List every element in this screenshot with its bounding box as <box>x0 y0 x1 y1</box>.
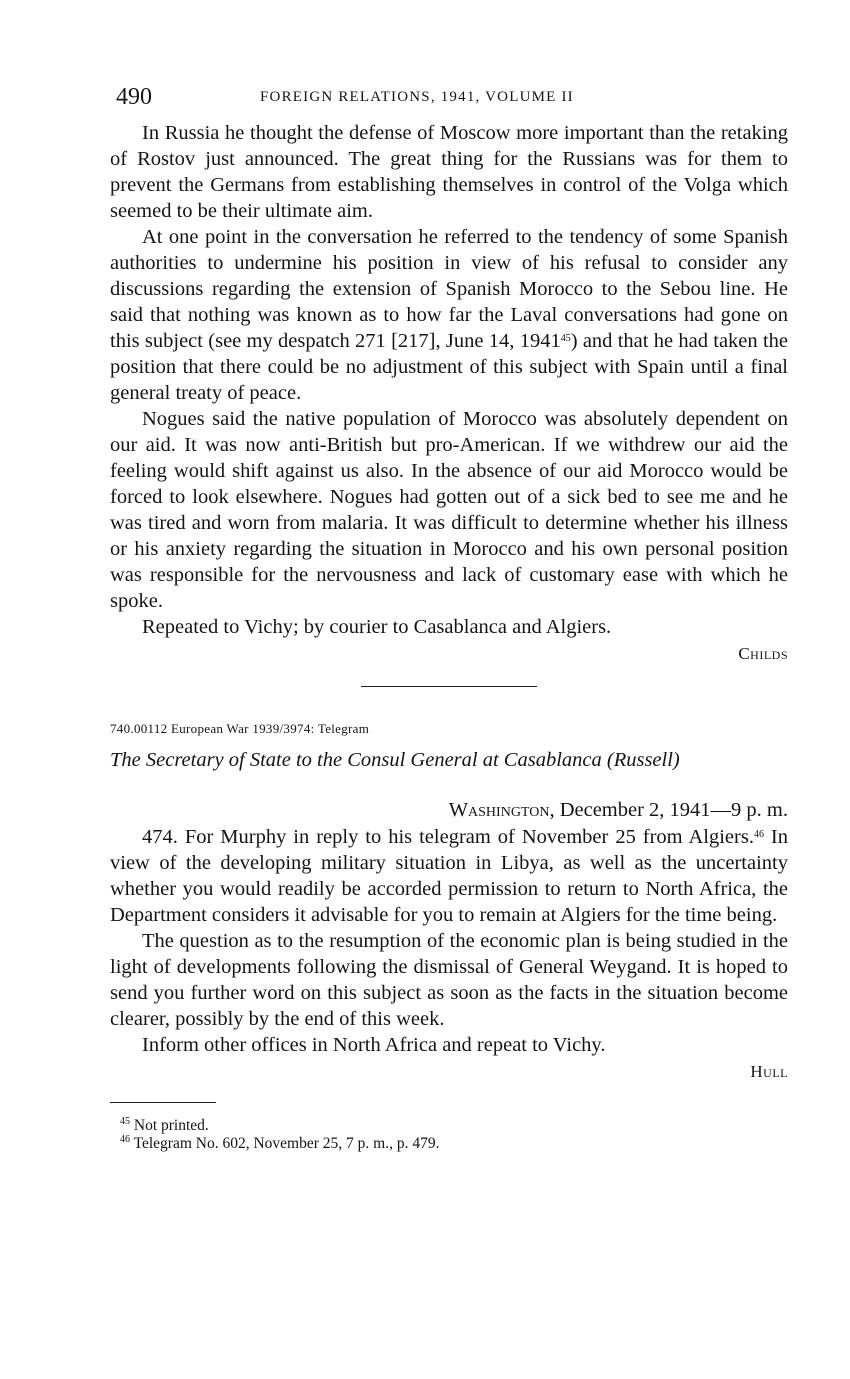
section-divider <box>361 686 537 687</box>
page-number: 490 <box>116 84 152 110</box>
footnotes <box>110 1117 788 1153</box>
first-document-body <box>110 120 788 640</box>
footnote-text: Not printed. <box>133 1117 209 1134</box>
second-document-body <box>110 824 788 1058</box>
footnote-number: 45 <box>120 1116 130 1127</box>
paragraph-text: 474. For Murphy in reply to his telegram of November 25 from Algiers. <box>142 826 754 848</box>
paragraph-murphy <box>110 824 788 928</box>
page-header <box>110 80 788 120</box>
paragraph-spanish-authorities <box>110 224 788 406</box>
paragraph-economic-plan: The question as to the resumption of the economic plan is being studied in the light of developments following the dismissal of General Weygand. It is hoped to send you further word on this subject as soon as the facts in the situation become clearer, possibly by the end of this week. <box>110 930 788 1030</box>
footnote-text: Telegram No. 602, November 25, 7 p. m., p. 479. <box>133 1135 440 1152</box>
paragraph-text: In view of the developing military situation in Libya, as well as the uncertainty whether you would readily be accorded permission to return to North Africa, the Department considers it advisable for you to remain at Algiers for the time being. <box>110 826 788 926</box>
paragraph-inform: Inform other offices in North Africa and repeat to Vichy. <box>142 1034 606 1056</box>
file-reference: 740.00112 European War 1939/3974: Telegram <box>110 721 370 736</box>
paragraph-russia: In Russia he thought the defense of Moscow more important than the retaking of Rostov just announced. The great thing for the Russians was for them to prevent the Germans from establishing themselves in control of the Volga which seemed to be their ultimate aim. <box>110 122 788 222</box>
dateline <box>110 796 788 824</box>
footnote-number: 46 <box>120 1134 130 1145</box>
footnote-item <box>110 1117 788 1135</box>
dateline-place: Washington, <box>448 799 555 821</box>
signature-hull: Hull <box>750 1062 788 1081</box>
paragraph-morocco: Nogues said the native population of Morocco was absolutely dependent on our aid. It was now anti-British but pro-American. If we withdrew our aid the feeling would shift against us also. In the absence of our aid Morocco would be forced to look elsewhere. Nogues had gotten out of a sick bed to see me and he was tired and worn from malaria. It was difficult to determine whether his illness or his anxiety regarding the situation in Morocco and his own personal position was responsible for the nervousness and lack of customary ease with which he spoke. <box>110 408 788 612</box>
document-page <box>110 80 788 1153</box>
footnote-ref: 46 <box>753 829 764 840</box>
footnote-ref: 45 <box>560 333 571 344</box>
running-head: FOREIGN RELATIONS, 1941, VOLUME II <box>260 89 574 105</box>
paragraph-repeated: Repeated to Vichy; by courier to Casablanca and Algiers. <box>142 616 612 638</box>
paragraph-text: At one point in the conversation he referred to the tendency of some Spanish authorities to undermine his position in view of his refusal to consider any discussions regarding the extension of Spanish Morocco to the Sebou line. He said that nothing was known as to how far the Laval conversations had gone on this subject (see my despatch 271 [217], June 14, 1941 <box>110 226 788 352</box>
paragraph-text: ) and that he had taken the position that there could be no adjustment of this subject with Spain until a final general treaty of peace. <box>110 330 788 404</box>
footnote-item <box>110 1135 788 1153</box>
signature-childs: Childs <box>738 644 788 663</box>
document-title: The Secretary of State to the Consul General at Casablanca (Russell) <box>110 749 680 771</box>
footnote-rule <box>110 1102 216 1103</box>
dateline-date: December 2, 1941—9 p. m. <box>554 799 788 821</box>
